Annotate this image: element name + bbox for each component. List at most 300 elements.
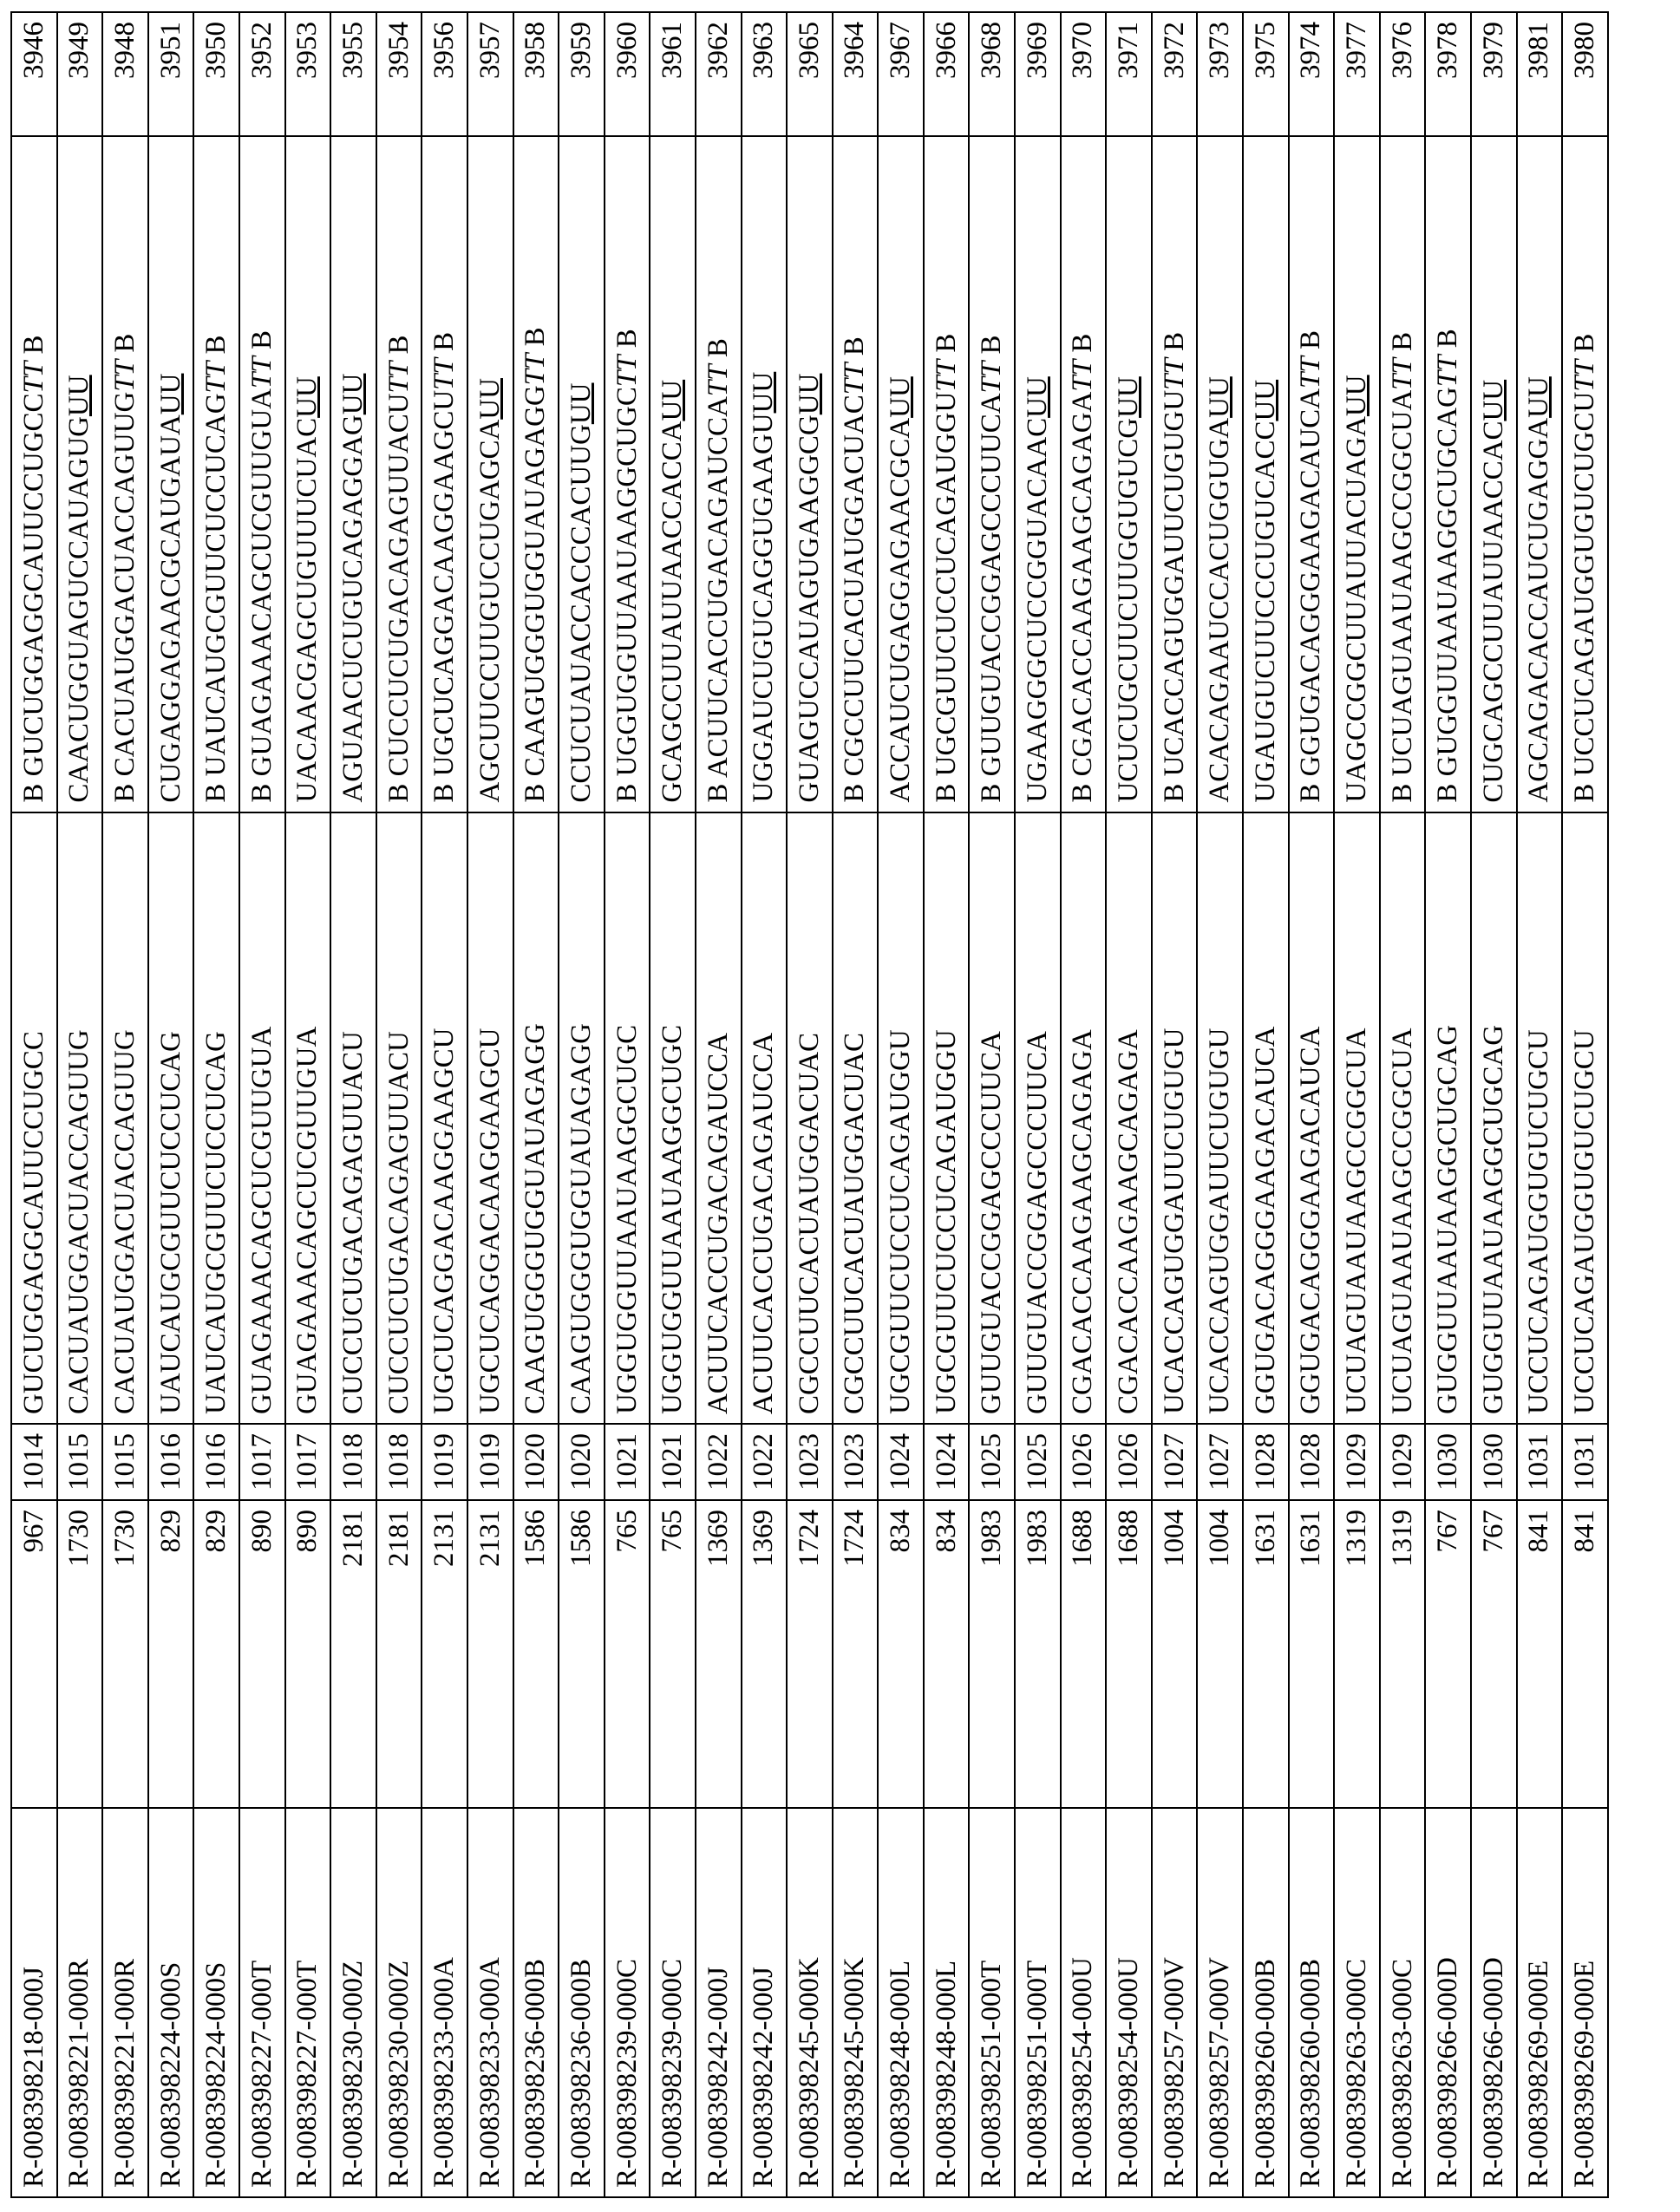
- seq-id-cell: 3970: [1061, 12, 1107, 136]
- seq-id-cell: 3975: [1243, 12, 1289, 136]
- seq-id-cell: 3978: [1425, 12, 1471, 136]
- underlined-overhang: UU: [1478, 380, 1509, 421]
- modified-sequence-cell: [924, 136, 970, 812]
- duplex-id-cell: R-008398236-000B: [559, 1808, 605, 2197]
- position-cell: 1319: [1380, 1500, 1426, 1808]
- table-row: [1197, 12, 1243, 2197]
- underlined-overhang: UU: [565, 383, 597, 425]
- modified-sequence-cell: [1061, 136, 1107, 812]
- duplex-id-cell: R-008398233-000A: [422, 1808, 467, 2197]
- target-sequence-cell: CGACACCAAGAAGCAGAGA: [1061, 812, 1107, 1424]
- deoxy-overhang: TT: [976, 362, 1007, 394]
- index-cell: 1015: [57, 1424, 103, 1500]
- deoxy-overhang: TT: [428, 358, 460, 390]
- modified-sequence-cell: [605, 136, 650, 812]
- deoxy-overhang: TT: [246, 356, 278, 388]
- underlined-overhang: UU: [1341, 375, 1372, 416]
- sequence-body: UCUCUGCUUCUUGGUGUCG: [1113, 418, 1144, 803]
- deoxy-overhang: TT: [1432, 355, 1463, 387]
- seq-id-cell: 3972: [1152, 12, 1198, 136]
- deoxy-overhang: TT: [200, 362, 232, 394]
- table-row: [1152, 12, 1198, 2197]
- position-cell: 767: [1471, 1500, 1517, 1808]
- index-cell: 1024: [878, 1424, 924, 1500]
- position-cell: 1983: [1015, 1500, 1061, 1808]
- index-cell: 1015: [102, 1424, 148, 1500]
- modified-sequence-cell: [650, 136, 696, 812]
- duplex-id-cell: R-008398230-000Z: [376, 1808, 422, 2197]
- deoxy-overhang: TT: [1569, 360, 1600, 392]
- sequence-body: B CGACACCAAGAAGCAGAGA: [1067, 392, 1098, 803]
- modified-sequence-cell: [330, 136, 376, 812]
- seq-id-cell: 3981: [1517, 12, 1563, 136]
- end-cap: B: [931, 334, 962, 353]
- duplex-id-cell: R-008398239-000C: [605, 1808, 650, 2197]
- index-cell: 1017: [239, 1424, 285, 1500]
- duplex-id-cell: R-008398245-000K: [833, 1808, 879, 2197]
- position-cell: 1004: [1197, 1500, 1243, 1808]
- seq-id-cell: 3959: [559, 12, 605, 136]
- position-cell: 2131: [422, 1500, 467, 1808]
- index-cell: 1021: [605, 1424, 650, 1500]
- sequence-body: UAGCCGGCUUAUUACUAGA: [1341, 416, 1372, 803]
- duplex-id-cell: R-008398224-000S: [148, 1808, 194, 2197]
- seq-id-cell: 3980: [1562, 12, 1608, 136]
- target-sequence-cell: UAUCAUGCGUUCUCCUCAG: [193, 812, 239, 1424]
- table-row: [969, 12, 1015, 2197]
- modified-sequence-cell: [57, 136, 103, 812]
- index-cell: 1023: [787, 1424, 833, 1500]
- end-cap: B: [1569, 334, 1600, 353]
- deoxy-overhang: TT: [1387, 358, 1418, 390]
- duplex-id-cell: R-008398233-000A: [467, 1808, 513, 2197]
- modified-sequence-cell: [787, 136, 833, 812]
- sequence-body: CUGCAGCCUUAUUAACCAC: [1478, 421, 1509, 803]
- sequence-table: [10, 11, 1609, 2198]
- sequence-body: AGCUUCCUUGUCCUGAGCA: [474, 420, 506, 803]
- sequence-body: UACAACGAGCUGUUUCUAC: [291, 418, 323, 803]
- target-sequence-cell: GUAGAAACAGCUCGUUGUA: [239, 812, 285, 1424]
- index-cell: 1026: [1061, 1424, 1107, 1500]
- index-cell: 1029: [1334, 1424, 1380, 1500]
- target-sequence-cell: UCUAGUAAUAAGCCGGCUA: [1380, 812, 1426, 1424]
- seq-id-cell: 3973: [1197, 12, 1243, 136]
- sequence-body: CAACUGGUAGUCCAUAGUG: [63, 416, 95, 803]
- deoxy-overhang: TT: [383, 362, 415, 394]
- table-row: [1425, 12, 1471, 2197]
- position-cell: 1004: [1152, 1500, 1198, 1808]
- end-cap: B: [109, 334, 141, 353]
- seq-id-cell: 3974: [1289, 12, 1335, 136]
- target-sequence-cell: CGCCUUCACUAUGGACUAC: [787, 812, 833, 1424]
- seq-id-cell: 3952: [239, 12, 285, 136]
- table-row: [1061, 12, 1107, 2197]
- target-sequence-cell: UCACCAGUGGAUUCUGUGU: [1197, 812, 1243, 1424]
- sequence-body: B ACUUCACCUGACAGAUCCA: [703, 396, 734, 803]
- table-row: [1471, 12, 1517, 2197]
- end-cap: B: [703, 338, 734, 357]
- duplex-id-cell: R-008398260-000B: [1243, 1808, 1289, 2197]
- seq-id-cell: 3949: [57, 12, 103, 136]
- target-sequence-cell: GGUGACAGGGAAGACAUCA: [1289, 812, 1335, 1424]
- table-row: [1334, 12, 1380, 2197]
- position-cell: 829: [193, 1500, 239, 1808]
- target-sequence-cell: CAAGUGGGUGGUAUAGAGG: [513, 812, 559, 1424]
- seq-id-cell: 3966: [924, 12, 970, 136]
- end-cap: B: [611, 329, 643, 348]
- modified-sequence-cell: [1471, 136, 1517, 812]
- modified-sequence-cell: [467, 136, 513, 812]
- modified-sequence-cell: [1106, 136, 1152, 812]
- index-cell: 1017: [285, 1424, 331, 1500]
- modified-sequence-cell: [559, 136, 605, 812]
- duplex-id-cell: R-008398257-000V: [1197, 1808, 1243, 2197]
- index-cell: 1028: [1289, 1424, 1335, 1500]
- table-row: [742, 12, 788, 2197]
- duplex-id-cell: R-008398260-000B: [1289, 1808, 1335, 2197]
- underlined-overhang: UU: [1250, 380, 1281, 421]
- seq-id-cell: 3964: [833, 12, 879, 136]
- sequence-body: UGGAUCUGUCAGGUGAAGU: [748, 413, 779, 802]
- modified-sequence-cell: [696, 136, 742, 812]
- index-cell: 1019: [422, 1424, 467, 1500]
- modified-sequence-cell: [1334, 136, 1380, 812]
- end-cap: B: [1067, 334, 1098, 353]
- deoxy-overhang: TT: [1067, 360, 1098, 392]
- sequence-body: B UGCGUUCUCCUCAGAUGGU: [931, 392, 962, 803]
- end-cap: B: [1295, 330, 1326, 349]
- table-row: [605, 12, 650, 2197]
- table-row: [1517, 12, 1563, 2197]
- index-cell: 1029: [1380, 1424, 1426, 1500]
- index-cell: 1022: [742, 1424, 788, 1500]
- position-cell: 2181: [330, 1500, 376, 1808]
- duplex-id-cell: R-008398248-000L: [878, 1808, 924, 2197]
- position-cell: 1369: [696, 1500, 742, 1808]
- position-cell: 765: [650, 1500, 696, 1808]
- table-row: [1380, 12, 1426, 2197]
- index-cell: 1018: [330, 1424, 376, 1500]
- sequence-body: B CGCCUUCACUAUGGACUAC: [839, 395, 870, 802]
- sequence-body: ACCAUCUGAGGAGAACGCA: [885, 418, 916, 803]
- target-sequence-cell: ACUUCACCUGACAGAUCCA: [742, 812, 788, 1424]
- seq-id-cell: 3957: [467, 12, 513, 136]
- target-sequence-cell: UCCUCAGAUGGUGUCUGCU: [1517, 812, 1563, 1424]
- end-cap: B: [520, 327, 551, 346]
- duplex-id-cell: R-008398227-000T: [285, 1808, 331, 2197]
- modified-sequence-cell: [1517, 136, 1563, 812]
- sequence-body: B GUUGUACCGGAGCCCUUCA: [976, 393, 1007, 802]
- seq-id-cell: 3971: [1106, 12, 1152, 136]
- position-cell: 1586: [513, 1500, 559, 1808]
- index-cell: 1016: [148, 1424, 194, 1500]
- end-cap: B: [18, 335, 49, 354]
- position-cell: 1586: [559, 1500, 605, 1808]
- sequence-body: B UGCUCAGGACAAGGAAGCU: [428, 390, 460, 803]
- index-cell: 1023: [833, 1424, 879, 1500]
- table-row: [11, 12, 57, 2197]
- table-row: [467, 12, 513, 2197]
- position-cell: 1730: [102, 1500, 148, 1808]
- modified-sequence-cell: [422, 136, 467, 812]
- index-cell: 1024: [924, 1424, 970, 1500]
- deoxy-overhang: TT: [931, 360, 962, 392]
- index-cell: 1021: [650, 1424, 696, 1500]
- index-cell: 1030: [1471, 1424, 1517, 1500]
- underlined-overhang: UU: [337, 374, 369, 415]
- duplex-id-cell: R-008398242-000J: [696, 1808, 742, 2197]
- sequence-body: B UAUCAUGCGUUCUCCUCAG: [200, 393, 232, 802]
- target-sequence-cell: GGUGACAGGGAAGACAUCA: [1243, 812, 1289, 1424]
- modified-sequence-cell: [969, 136, 1015, 812]
- end-cap: B: [1432, 329, 1463, 348]
- seq-id-cell: 3969: [1015, 12, 1061, 136]
- sequence-body: B CAAGUGGGUGGUAUAGAGG: [520, 385, 551, 802]
- table-row: [376, 12, 422, 2197]
- target-sequence-cell: GUUGUACCGGAGCCCUUCA: [1015, 812, 1061, 1424]
- target-sequence-cell: CUCCUCUGACAGAGUUACU: [376, 812, 422, 1424]
- underlined-overhang: UU: [474, 378, 506, 420]
- table-row: [239, 12, 285, 2197]
- modified-sequence-cell: [833, 136, 879, 812]
- target-sequence-cell: CACUAUGGACUACCAGUUG: [57, 812, 103, 1424]
- end-cap: B: [1159, 332, 1190, 351]
- seq-id-cell: 3960: [605, 12, 650, 136]
- duplex-id-cell: R-008398245-000K: [787, 1808, 833, 2197]
- index-cell: 1030: [1425, 1424, 1471, 1500]
- target-sequence-cell: UCCUCAGAUGGUGUCUGCU: [1562, 812, 1608, 1424]
- index-cell: 1026: [1106, 1424, 1152, 1500]
- seq-id-cell: 3958: [513, 12, 559, 136]
- modified-sequence-cell: [285, 136, 331, 812]
- end-cap: B: [246, 330, 278, 349]
- deoxy-overhang: TT: [611, 355, 643, 387]
- sequence-body: UGAAGGGCUCCGGUACAAC: [1022, 418, 1053, 803]
- target-sequence-cell: GUUGUACCGGAGCCCUUCA: [969, 812, 1015, 1424]
- position-cell: 1631: [1243, 1500, 1289, 1808]
- underlined-overhang: UU: [885, 376, 916, 418]
- target-sequence-cell: UAUCAUGCGUUCUCCUCAG: [148, 812, 194, 1424]
- seq-id-cell: 3968: [969, 12, 1015, 136]
- underlined-overhang: UU: [63, 375, 95, 416]
- position-cell: 1724: [787, 1500, 833, 1808]
- table-row: [833, 12, 879, 2197]
- seq-id-cell: 3946: [11, 12, 57, 136]
- end-cap: B: [428, 332, 460, 351]
- position-cell: 841: [1517, 1500, 1563, 1808]
- table-row: [1015, 12, 1061, 2197]
- position-cell: 1369: [742, 1500, 788, 1808]
- sequence-body: B GGUGACAGGGAAGACAUCA: [1295, 388, 1326, 803]
- table-row: [1562, 12, 1608, 2197]
- duplex-id-cell: R-008398254-000U: [1106, 1808, 1152, 2197]
- target-sequence-cell: CAAGUGGGUGGUAUAGAGG: [559, 812, 605, 1424]
- underlined-overhang: UU: [1022, 376, 1053, 418]
- target-sequence-cell: CGCCUUCACUAUGGACUAC: [833, 812, 879, 1424]
- target-sequence-cell: UGCUCAGGACAAGGAAGCU: [422, 812, 467, 1424]
- position-cell: 1688: [1061, 1500, 1107, 1808]
- sequence-body: B CUCCUCUGACAGAGUUACU: [383, 393, 415, 802]
- modified-sequence-cell: [102, 136, 148, 812]
- position-cell: 834: [924, 1500, 970, 1808]
- position-cell: 1688: [1106, 1500, 1152, 1808]
- end-cap: B: [839, 336, 870, 356]
- duplex-id-cell: R-008398242-000J: [742, 1808, 788, 2197]
- position-cell: 829: [148, 1500, 194, 1808]
- sequence-body: AGUAACUCUGUCAGAGGAG: [337, 414, 369, 802]
- sequence-body: B GUCUGGAGGCAUUCCUGCC: [18, 393, 49, 802]
- duplex-id-cell: R-008398269-000E: [1562, 1808, 1608, 2197]
- table-row: [559, 12, 605, 2197]
- modified-sequence-cell: [376, 136, 422, 812]
- duplex-id-cell: R-008398257-000V: [1152, 1808, 1198, 2197]
- table-row: [924, 12, 970, 2197]
- duplex-id-cell: R-008398263-000C: [1334, 1808, 1380, 2197]
- table-row: [1106, 12, 1152, 2197]
- deoxy-overhang: TT: [1295, 356, 1326, 388]
- modified-sequence-cell: [878, 136, 924, 812]
- sequence-body: B UCCUCAGAUGGUGUCUGCU: [1569, 392, 1600, 803]
- modified-sequence-cell: [1562, 136, 1608, 812]
- modified-sequence-cell: [11, 136, 57, 812]
- index-cell: 1020: [513, 1424, 559, 1500]
- position-cell: 1631: [1289, 1500, 1335, 1808]
- target-sequence-cell: UGCUCAGGACAAGGAAGCU: [467, 812, 513, 1424]
- position-cell: 2131: [467, 1500, 513, 1808]
- seq-id-cell: 3967: [878, 12, 924, 136]
- seq-id-cell: 3951: [148, 12, 194, 136]
- target-sequence-cell: UGGUGGUUAAUAAGGCUGC: [650, 812, 696, 1424]
- sequence-body: B UGGUGGUUAAUAAGGCUGC: [611, 387, 643, 802]
- deoxy-overhang: TT: [703, 364, 734, 396]
- target-sequence-cell: GUCUGGAGGCAUUCCUGCC: [11, 812, 57, 1424]
- position-cell: 765: [605, 1500, 650, 1808]
- sequence-body: B CACUAUGGACUACCAGUUG: [109, 392, 141, 803]
- table-row: [102, 12, 148, 2197]
- seq-id-cell: 3950: [193, 12, 239, 136]
- index-cell: 1016: [193, 1424, 239, 1500]
- table-row: [696, 12, 742, 2197]
- underlined-overhang: UU: [1523, 376, 1554, 418]
- underlined-overhang: UU: [1113, 376, 1144, 418]
- duplex-id-cell: R-008398221-000R: [57, 1808, 103, 2197]
- table-row: [422, 12, 467, 2197]
- table-row: [650, 12, 696, 2197]
- duplex-id-cell: R-008398269-000E: [1517, 1808, 1563, 2197]
- index-cell: 1027: [1197, 1424, 1243, 1500]
- underlined-overhang: UU: [748, 372, 779, 414]
- modified-sequence-cell: [1289, 136, 1335, 812]
- seq-id-cell: 3961: [650, 12, 696, 136]
- deoxy-overhang: TT: [1159, 358, 1190, 390]
- end-cap: B: [383, 335, 415, 354]
- index-cell: 1031: [1562, 1424, 1608, 1500]
- target-sequence-cell: UCUAGUAAUAAGCCGGCUA: [1334, 812, 1380, 1424]
- position-cell: 767: [1425, 1500, 1471, 1808]
- sequence-body: GCAGCCUUAUUAACCACCA: [657, 421, 688, 803]
- modified-sequence-cell: [1425, 136, 1471, 812]
- position-cell: 890: [285, 1500, 331, 1808]
- target-sequence-cell: ACUUCACCUGACAGAUCCA: [696, 812, 742, 1424]
- seq-id-cell: 3976: [1380, 12, 1426, 136]
- position-cell: 967: [11, 1500, 57, 1808]
- duplex-id-cell: R-008398227-000T: [239, 1808, 285, 2197]
- duplex-id-cell: R-008398248-000L: [924, 1808, 970, 2197]
- index-cell: 1019: [467, 1424, 513, 1500]
- underlined-overhang: UU: [794, 374, 825, 415]
- underlined-overhang: UU: [657, 380, 688, 421]
- sequence-body: UGAUGUCUUCCCUGUCACC: [1250, 421, 1281, 803]
- table-row: [513, 12, 559, 2197]
- sequence-body: CUGAGGAGAACGCAUGAUA: [155, 414, 186, 802]
- duplex-id-cell: R-008398224-000S: [193, 1808, 239, 2197]
- sequence-body: B UCUAGUAAUAAGCCGGCUA: [1387, 390, 1418, 803]
- position-cell: 2181: [376, 1500, 422, 1808]
- underlined-overhang: UU: [1204, 376, 1235, 418]
- modified-sequence-cell: [239, 136, 285, 812]
- index-cell: 1020: [559, 1424, 605, 1500]
- sequence-body: CCUCUAUACCACCCACUUG: [565, 424, 597, 802]
- index-cell: 1028: [1243, 1424, 1289, 1500]
- sequence-body: ACACAGAAUCCACUGGUGA: [1204, 418, 1235, 803]
- deoxy-overhang: TT: [18, 362, 49, 394]
- table-row: [57, 12, 103, 2197]
- modified-sequence-cell: [148, 136, 194, 812]
- modified-sequence-cell: [1015, 136, 1061, 812]
- duplex-id-cell: R-008398221-000R: [102, 1808, 148, 2197]
- sequence-body: AGCAGACACCAUCUGAGGA: [1523, 418, 1554, 803]
- table-row: [1243, 12, 1289, 2197]
- duplex-id-cell: R-008398251-000T: [969, 1808, 1015, 2197]
- target-sequence-cell: UGCGUUCUCCUCAGAUGGU: [878, 812, 924, 1424]
- deoxy-overhang: TT: [109, 360, 141, 392]
- target-sequence-cell: GUGGUUAAUAAGGCUGCAG: [1425, 812, 1471, 1424]
- index-cell: 1018: [376, 1424, 422, 1500]
- position-cell: 890: [239, 1500, 285, 1808]
- duplex-id-cell: R-008398239-000C: [650, 1808, 696, 2197]
- end-cap: B: [1387, 332, 1418, 351]
- sequence-body: B GUGGUUAAUAAGGCUGCAG: [1432, 387, 1463, 802]
- modified-sequence-cell: [742, 136, 788, 812]
- seq-id-cell: 3965: [787, 12, 833, 136]
- target-sequence-cell: UGGUGGUUAAUAAGGCUGC: [605, 812, 650, 1424]
- seq-id-cell: 3956: [422, 12, 467, 136]
- sequence-body: GUAGUCCAUAGUGAAGGCG: [794, 414, 825, 802]
- duplex-id-cell: R-008398263-000C: [1380, 1808, 1426, 2197]
- position-cell: 1319: [1334, 1500, 1380, 1808]
- table-row: [285, 12, 331, 2197]
- duplex-id-cell: R-008398266-000D: [1471, 1808, 1517, 2197]
- modified-sequence-cell: [1152, 136, 1198, 812]
- duplex-id-cell: R-008398230-000Z: [330, 1808, 376, 2197]
- modified-sequence-cell: [513, 136, 559, 812]
- target-sequence-cell: CGACACCAAGAAGCAGAGA: [1106, 812, 1152, 1424]
- target-sequence-cell: UCACCAGUGGAUUCUGUGU: [1152, 812, 1198, 1424]
- seq-id-cell: 3954: [376, 12, 422, 136]
- sequence-table-body: [11, 12, 1608, 2197]
- index-cell: 1014: [11, 1424, 57, 1500]
- modified-sequence-cell: [1380, 136, 1426, 812]
- position-cell: 1724: [833, 1500, 879, 1808]
- table-row: [330, 12, 376, 2197]
- modified-sequence-cell: [193, 136, 239, 812]
- target-sequence-cell: CACUAUGGACUACCAGUUG: [102, 812, 148, 1424]
- end-cap: B: [200, 335, 232, 354]
- seq-id-cell: 3962: [696, 12, 742, 136]
- duplex-id-cell: R-008398266-000D: [1425, 1808, 1471, 2197]
- seq-id-cell: 3948: [102, 12, 148, 136]
- seq-id-cell: 3963: [742, 12, 788, 136]
